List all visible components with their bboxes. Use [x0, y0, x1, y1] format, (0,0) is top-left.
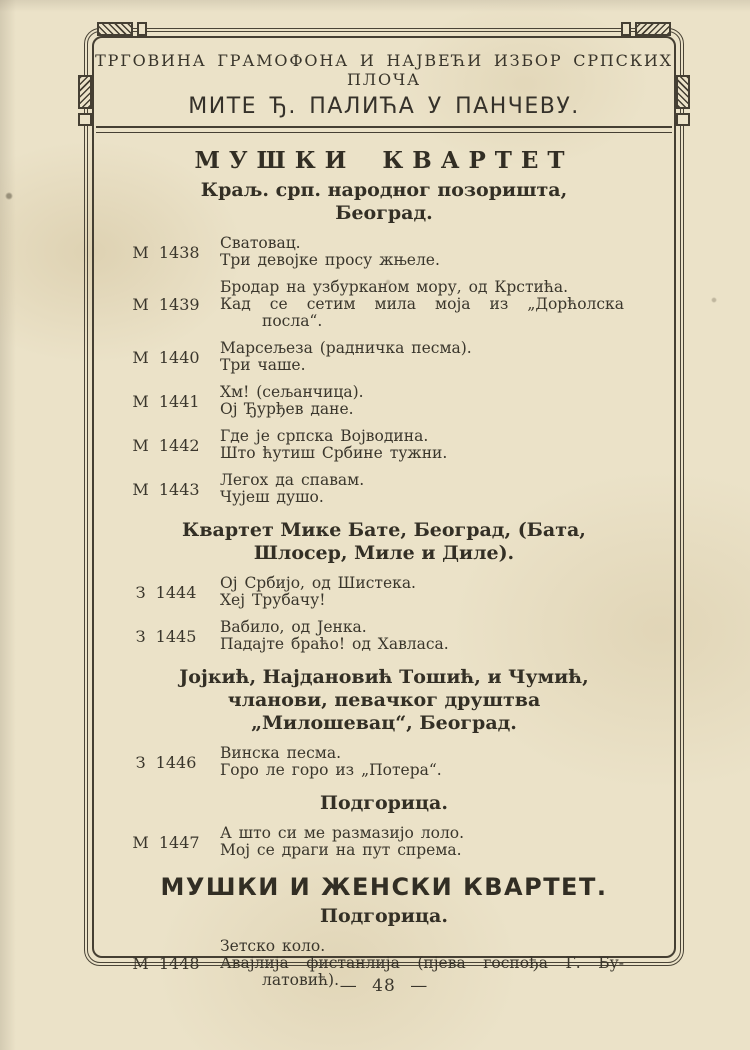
catalog-section: [104, 146, 664, 506]
song-line: Чујеш душо.: [220, 488, 324, 506]
catalog-section: [104, 792, 664, 859]
sections: [94, 146, 674, 989]
song-title: [220, 619, 624, 636]
catalog-entry: [116, 384, 664, 418]
song-line: А што си ме размазијо лоло.: [220, 824, 465, 842]
song-line: Горо ле горо из „Потера“.: [220, 761, 442, 779]
page-number: — 48 —: [339, 976, 429, 996]
song-list: [216, 384, 624, 418]
catalog-section: [104, 666, 664, 779]
song-title: [220, 745, 624, 762]
frame-middle-line: [87, 31, 681, 989]
corner-ornament-top-left-horizontal: [97, 22, 133, 36]
song-line: Марсељеза (радничка песма).: [220, 339, 472, 357]
song-title: [220, 340, 624, 357]
song-line: Хеј Трубачу!: [220, 591, 326, 609]
catalog-number: З 1444: [135, 582, 197, 602]
song-title: [220, 825, 624, 842]
song-line: Мој се драги на пут спрема.: [220, 841, 462, 859]
song-title: [220, 762, 624, 779]
song-list: [216, 619, 624, 653]
song-line: Три чаше.: [220, 356, 306, 374]
song-line: Падајте браћо! од Хавласа.: [220, 635, 449, 653]
catalog-section: [104, 519, 664, 653]
song-list: [216, 472, 624, 506]
section-heading: Квартет Мике Бате, Београд, (Бата, Шлосер, Миле и Диле).: [182, 519, 586, 564]
song-line: Што ћутиш Србине тужни.: [220, 444, 448, 462]
section-title: МУШКИ КВАРТЕТ: [194, 147, 574, 174]
catalog-number: М 1441: [132, 391, 200, 411]
section-heading: Краљ. срп. народног позоришта, Београд.: [200, 179, 568, 224]
catalog-number: М 1440: [132, 347, 200, 367]
song-line: Кад се сетим мила моја из „Дорћолска: [220, 295, 624, 313]
catalog-number: М 1447: [132, 832, 200, 852]
catalog-number: М 1438: [132, 242, 200, 262]
catalog-entry: [116, 279, 664, 330]
song-line: Винска песма.: [220, 744, 341, 762]
shop-tagline: ТРГОВИНА ГРАМОФОНА И НАЈВЕЋИ ИЗБОР СРПСКИХ ПЛОЧА: [95, 51, 673, 89]
corner-ornament-top-right-vertical: [676, 75, 690, 109]
shop-header: [94, 38, 674, 119]
header-divider-rule: [96, 126, 672, 133]
song-line: Легох да спавам.: [220, 471, 365, 489]
catalog-entry: [116, 825, 664, 859]
section-heading: Јојкић, Најдановић Тошић, и Чумић, чланови, певачког друштва „Милошевац“, Београд.: [179, 666, 589, 734]
corner-ornament-top-left-horizontal-small: [137, 22, 147, 36]
catalog-entry: [116, 235, 664, 269]
song-line: посла“.: [262, 312, 323, 330]
song-title: [220, 472, 624, 489]
catalog-entry: [116, 619, 664, 653]
song-line: латовић).: [262, 971, 340, 989]
catalog-number: М 1448: [132, 954, 200, 973]
song-list: [216, 428, 624, 462]
corner-ornament-top-left-vertical-small: [78, 113, 92, 126]
song-line: Ој Ђурђев дане.: [220, 400, 354, 418]
song-title: [220, 252, 624, 269]
song-title: [220, 592, 624, 609]
catalog-number: З 1445: [135, 626, 197, 646]
song-title: [220, 296, 624, 330]
shop-name: МИТЕ Ђ. ПАЛИЋА У ПАНЧЕВУ.: [188, 94, 580, 119]
frame-inner-line: [92, 36, 676, 989]
section-heading: Подгорица.: [320, 792, 448, 814]
song-line: Авајлија фистанлија (пјева госпођа Г. Бу-: [220, 954, 624, 972]
song-line: Зетско коло.: [220, 937, 326, 955]
song-title: [220, 401, 624, 418]
section-heading: Подгорица.: [320, 905, 448, 927]
song-line: Бродар на узбурканом мору, од Крстића.: [220, 278, 569, 296]
decorative-frame: [84, 28, 684, 989]
song-title: [220, 842, 624, 859]
section-title: МУШКИ И ЖЕНСКИ КВАРТЕТ.: [160, 873, 608, 901]
song-list: [216, 235, 624, 269]
song-title: [220, 279, 624, 296]
song-line: Вабило, од Јенка.: [220, 618, 367, 636]
song-line: Где је српска Војводина.: [220, 427, 429, 445]
song-line: Ој Србијо, од Шистека.: [220, 574, 416, 592]
song-title: [220, 938, 624, 955]
catalog-number: М 1439: [132, 295, 200, 314]
catalog-entry: [116, 575, 664, 609]
catalog-entry: [116, 428, 664, 462]
corner-ornament-top-right-vertical-small: [676, 113, 690, 126]
corner-ornament-top-right-horizontal-small: [621, 22, 631, 36]
song-list: [216, 575, 624, 609]
song-line: Три девојке просу жњеле.: [220, 251, 440, 269]
song-title: [220, 636, 624, 653]
catalog-entry: [116, 340, 664, 374]
song-line: Хм! (сељанчица).: [220, 383, 364, 401]
catalog-entry: [116, 745, 664, 779]
catalog-number: З 1446: [135, 752, 197, 772]
song-title: [220, 575, 624, 592]
catalog-entry: [116, 472, 664, 506]
corner-ornament-top-left-vertical: [78, 75, 92, 109]
song-list: [216, 745, 624, 779]
song-line: Сватовац.: [220, 234, 301, 252]
song-title: [220, 489, 624, 506]
song-title: [220, 384, 624, 401]
corner-ornament-top-right-horizontal: [635, 22, 671, 36]
song-title: [220, 428, 624, 445]
song-list: [216, 340, 624, 374]
catalog-section: [104, 872, 664, 989]
song-title: [220, 235, 624, 252]
song-title: [220, 357, 624, 374]
song-list: [216, 825, 624, 859]
song-list: [216, 279, 624, 330]
song-title: [220, 445, 624, 462]
catalog-number: М 1443: [132, 479, 200, 499]
catalog-number: М 1442: [132, 435, 200, 455]
